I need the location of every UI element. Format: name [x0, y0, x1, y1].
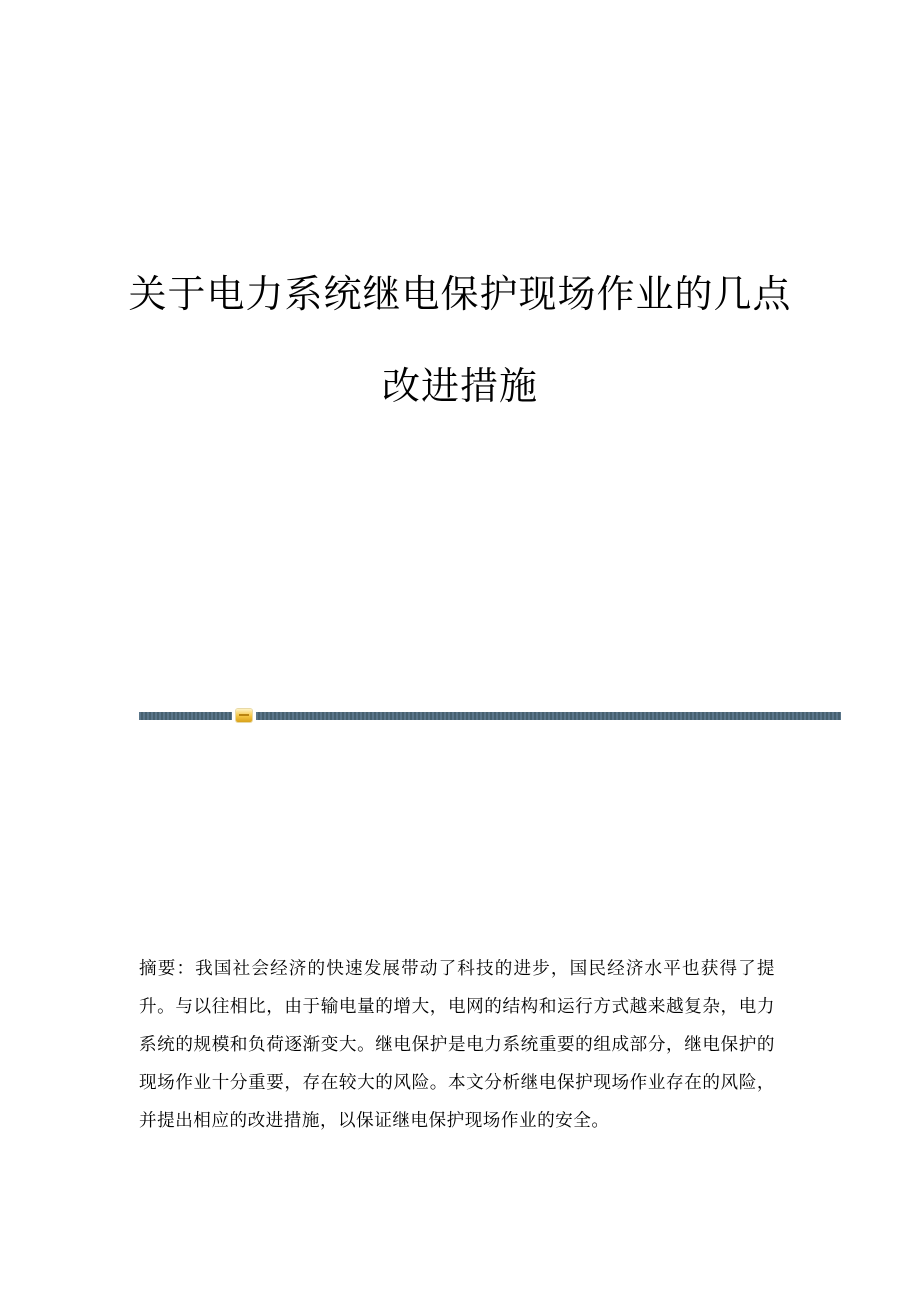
abstract-paragraph: 摘要：我国社会经济的快速发展带动了科技的进步，国民经济水平也获得了提升。与以往相比，由于输电量的增大，电网的结构和运行方式越来越复杂，电力系统的规模和负荷逐渐变大。继电保护是电力系统重要的组成部分，继电保护的现场作业十分重要，存在较大的风险。本文分析继电保护现场作业存在的风险，并提出相应的改进措施，以保证继电保护现场作业的安全。 — [139, 959, 775, 1131]
divider-bar-left — [139, 712, 232, 720]
divider-bar-right — [256, 712, 841, 720]
divider-ornament-icon — [236, 709, 252, 722]
document-title-line-2: 改进措施 — [381, 364, 538, 408]
section-divider — [139, 712, 841, 720]
document-title-line-1: 关于电力系统继电保护现场作业的几点 — [128, 272, 792, 316]
